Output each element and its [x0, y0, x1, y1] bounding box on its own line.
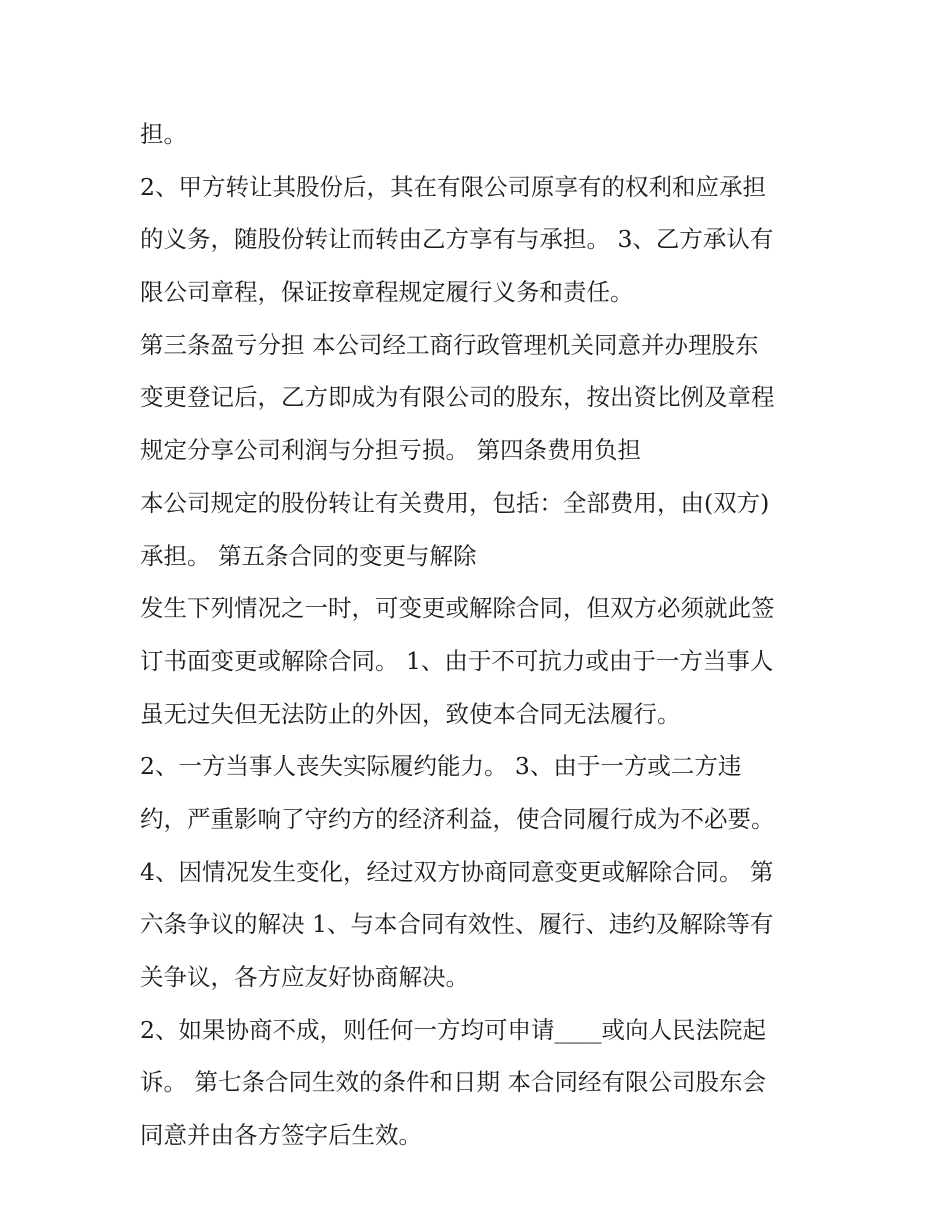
contract-body-text [140, 108, 830, 1162]
text-line: 的义务，随股份转让而转由乙方享有与承担。 3、乙方承认有 [140, 225, 774, 254]
text-line: 2、一方当事人丧失实际履约能力。 3、由于一方或二方违 [140, 752, 742, 781]
text-line: 订书面变更或解除合同。 1、由于不可抗力或由于一方当事人 [140, 646, 774, 675]
text-line: 发生下列情况之一时，可变更或解除合同，但双方必须就此签 [140, 594, 775, 623]
text-line: 2、甲方转让其股份后，其在有限公司原享有的权利和应承担 [140, 172, 766, 201]
text-line: 2、如果协商不成，则任何一方均可申请____或向人民法院起 [140, 1015, 766, 1044]
text-line: 同意并由各方签字后生效。 [140, 1121, 422, 1150]
text-line: 4、因情况发生变化，经过双方协商同意变更或解除合同。 第 [140, 857, 774, 886]
text-line: 担。 [140, 120, 187, 148]
text-line: 承担。 第五条合同的变更与解除 [140, 541, 477, 570]
text-line: 第三条盈亏分担 本公司经工商行政管理机关同意并办理股东 [140, 330, 759, 359]
text-line: 约，严重影响了守约方的经济利益，使合同履行成为不必要。 [140, 804, 775, 833]
text-line: 虽无过失但无法防止的外因，致使本合同无法履行。 [140, 699, 681, 728]
text-line: 六条争议的解决 1、与本合同有效性、履行、违约及解除等有 [140, 910, 774, 939]
text-line: 限公司章程，保证按章程规定履行义务和责任。 [140, 278, 634, 307]
text-line: 关争议，各方应友好协商解决。 [140, 963, 469, 991]
text-line: 本公司规定的股份转让有关费用，包括：全部费用，由(双方) [140, 488, 770, 517]
text-line: 变更登记后，乙方即成为有限公司的股东，按出资比例及章程 [140, 383, 775, 412]
text-line: 诉。 第七条合同生效的条件和日期 本合同经有限公司股东会 [140, 1068, 766, 1097]
text-line: 规定分享公司利润与分担亏损。 第四条费用负担 [140, 436, 641, 465]
